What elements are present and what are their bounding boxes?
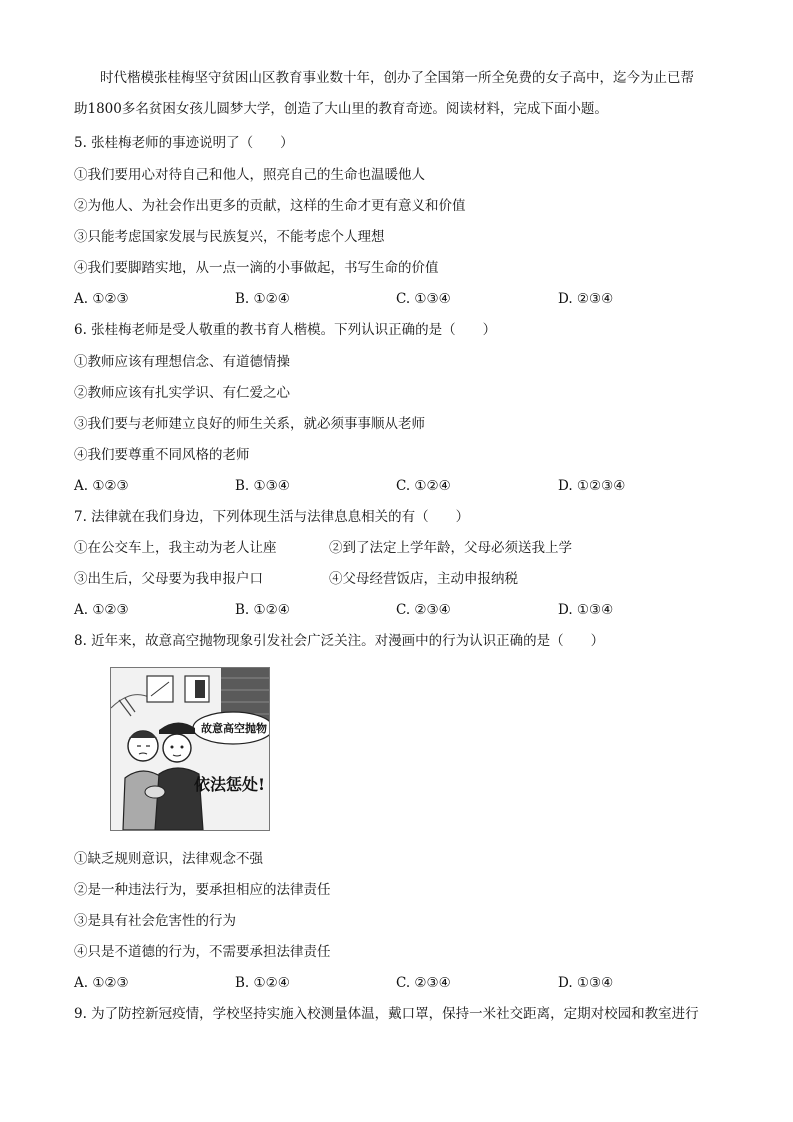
q5-item-3: ③只能考虑国家发展与民族复兴，不能考虑个人理想 [74,229,385,245]
q5-option-c[interactable]: C. ①③④ [396,291,451,307]
q6-option-d[interactable]: D. ①②③④ [558,478,626,494]
handcuff-icon [145,786,165,798]
q7-item-2: ②到了法定上学年龄，父母必须送我上学 [329,540,572,556]
officer-head [163,734,191,762]
comic-drawing [111,668,269,830]
q8-item-2: ②是一种违法行为，要承担相应的法律责任 [74,882,331,898]
q8-stem: 8. 近年来，故意高空抛物现象引发社会广泛关注。对漫画中的行为认识正确的是（ ） [74,633,605,649]
q6-item-2: ②教师应该有扎实学识、有仁爱之心 [74,385,290,401]
comic-bubble-text: 故意高空抛物 [201,722,267,735]
q5-option-a[interactable]: A. ①②③ [74,291,129,307]
q6-item-4: ④我们要尊重不同风格的老师 [74,447,250,463]
q5-stem: 5. 张桂梅老师的事迹说明了（ ） [74,135,294,151]
q9-stem: 9. 为了防控新冠疫情，学校坚持实施入校测量体温，戴口罩，保持一米社交距离，定期对校园和教室进行 [74,1006,699,1022]
q8-item-1: ①缺乏规则意识，法律观念不强 [74,851,263,867]
q8-option-a[interactable]: A. ①②③ [74,975,129,991]
q6-item-1: ①教师应该有理想信念、有道德情操 [74,354,290,370]
q5-item-4: ④我们要脚踏实地，从一点一滴的小事做起，书写生命的价值 [74,260,439,276]
q6-option-c[interactable]: C. ①②④ [396,478,451,494]
q8-item-4: ④只是不道德的行为，不需要承担法律责任 [74,944,331,960]
q5-item-1: ①我们要用心对待自己和他人，照亮自己的生命也温暖他人 [74,167,425,183]
q7-option-d[interactable]: D. ①③④ [558,602,614,618]
q5-item-2: ②为他人、为社会作出更多的贡献，这样的生命才更有意义和价值 [74,198,466,214]
q7-item-4: ④父母经营饭店，主动申报纳税 [329,571,518,587]
intro-line-1: 时代楷模张桂梅坚守贫困山区教育事业数十年，创办了全国第一所全免费的女子高中，迄今为止已帮 [100,70,694,86]
q7-item-1: ①在公交车上，我主动为老人让座 [74,540,277,556]
q8-option-d[interactable]: D. ①③④ [558,975,614,991]
q8-option-c[interactable]: C. ②③④ [396,975,451,991]
q8-option-b[interactable]: B. ①②④ [235,975,290,991]
q6-option-a[interactable]: A. ①②③ [74,478,129,494]
q7-option-a[interactable]: A. ①②③ [74,602,129,618]
q6-item-3: ③我们要与老师建立良好的师生关系，就必须事事顺从老师 [74,416,425,432]
q6-stem: 6. 张桂梅老师是受人敬重的教书育人楷模。下列认识正确的是（ ） [74,322,497,338]
q8-item-3: ③是具有社会危害性的行为 [74,913,236,929]
comic-caption: 依法惩处! [194,775,266,794]
q5-option-d[interactable]: D. ②③④ [558,291,614,307]
intro-line-2: 助1800多名贫困女孩儿圆梦大学，创造了大山里的教育奇迹。阅读材料，完成下面小题。 [74,101,608,117]
comic-illustration [110,667,270,831]
q5-option-b[interactable]: B. ①②④ [235,291,290,307]
q6-option-b[interactable]: B. ①③④ [235,478,290,494]
q7-option-c[interactable]: C. ②③④ [396,602,451,618]
q7-option-b[interactable]: B. ①②④ [235,602,290,618]
q7-stem: 7. 法律就在我们身边，下列体现生活与法律息息相关的有（ ） [74,509,470,525]
q7-item-3: ③出生后，父母要为我申报户口 [74,571,263,587]
